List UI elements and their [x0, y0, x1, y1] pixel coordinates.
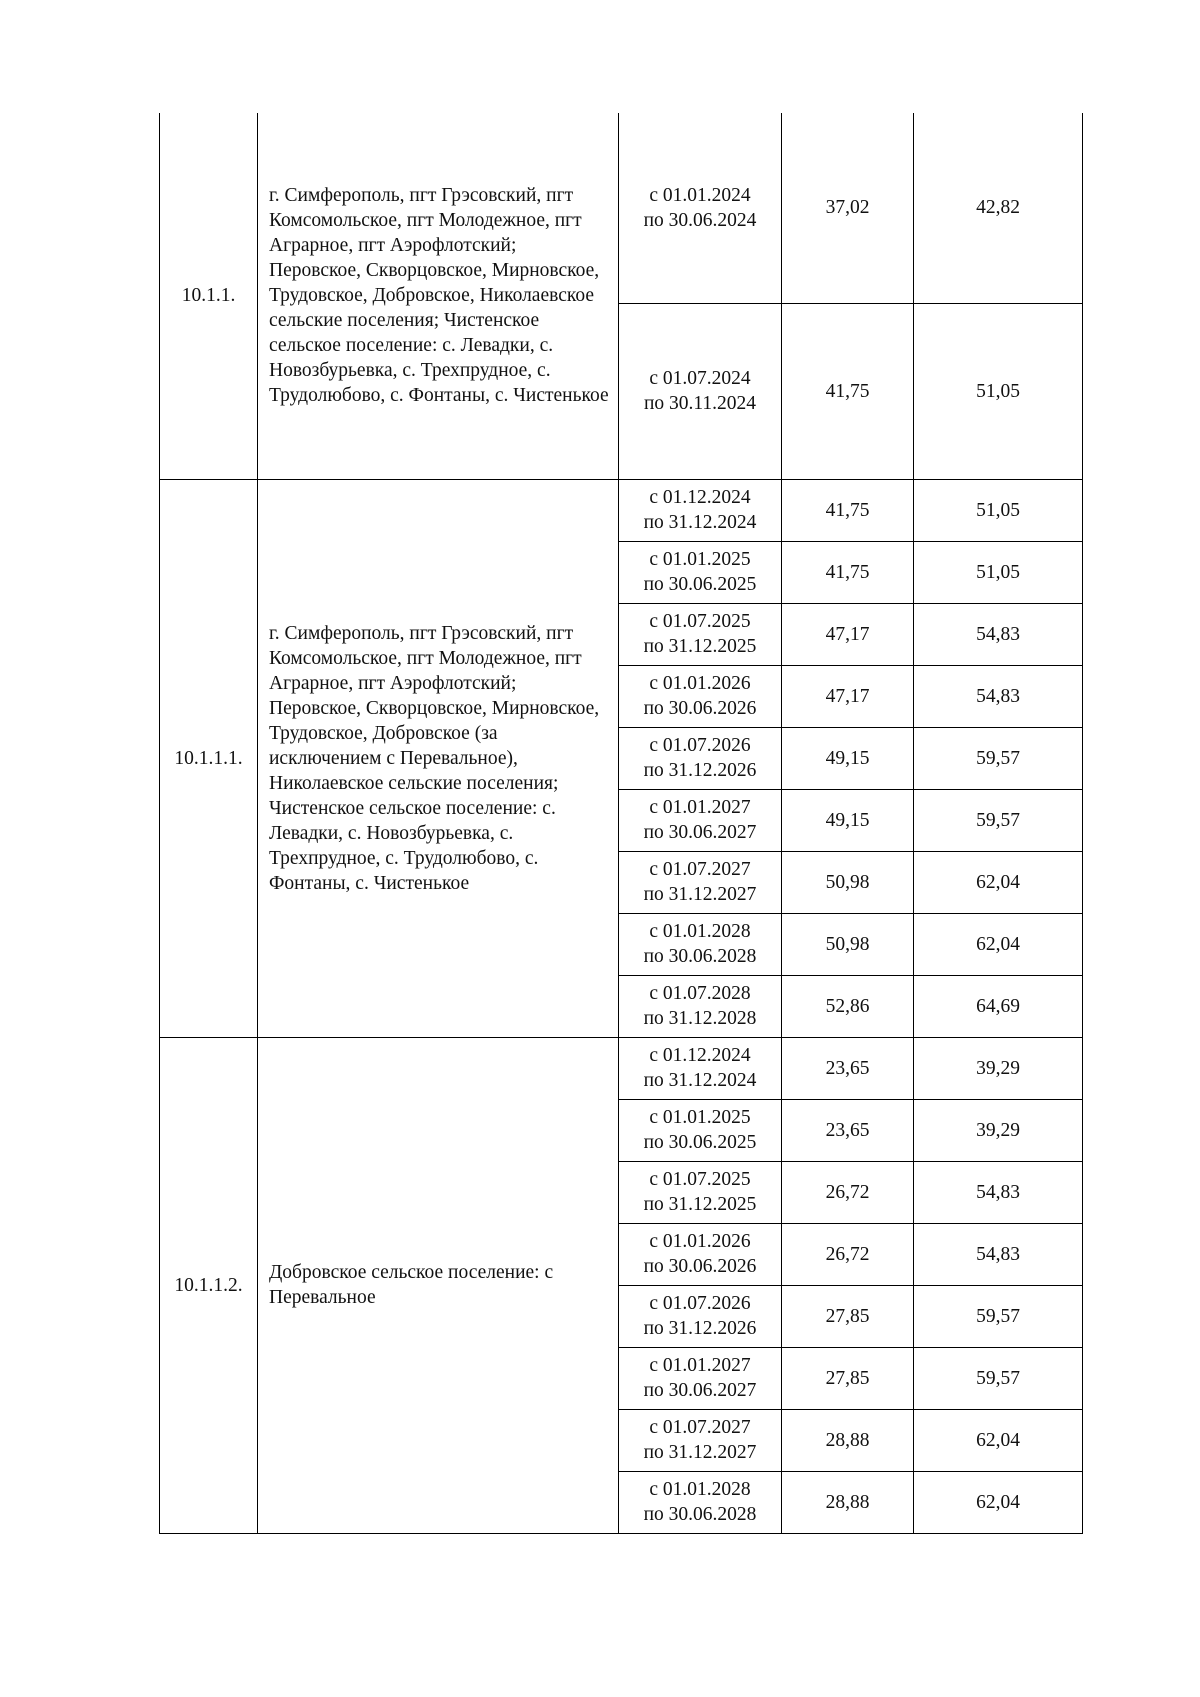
- period-to: по 30.06.2026: [643, 698, 757, 719]
- period-from: с 01.07.2027: [649, 1417, 751, 1438]
- tariff-value-1: 47,17: [782, 665, 914, 727]
- tariff-value-2: 62,04: [914, 851, 1083, 913]
- tariff-value-2: 39,29: [914, 1099, 1083, 1161]
- period-cell: [619, 1347, 782, 1409]
- period-cell: [619, 975, 782, 1037]
- group-code: 10.1.1.: [160, 113, 258, 479]
- tariff-table: [159, 113, 1083, 1534]
- table-row: [160, 479, 1083, 541]
- group-address: г. Симферополь, пгт Грэсовский, пгт Комсомольское, пгт Молодежное, пгт Аграрное, пгт Аэрофлотский; Перовское, Скворцовское, Мирновское, Трудовское, Добровское, Николаевское сельские поселения; Чистенское сельское поселение: с. Левадки, с. Новозбурьевка, с. Трехпрудное, с. Трудолюбово, с. Фонтаны, с. Чистенькое: [258, 113, 619, 479]
- tariff-value-1: 49,15: [782, 789, 914, 851]
- tariff-value-1: 41,75: [782, 541, 914, 603]
- period-to: по 30.11.2024: [643, 393, 757, 414]
- tariff-value-2: 51,05: [914, 541, 1083, 603]
- table-row: [160, 1037, 1083, 1099]
- period-to: по 31.12.2027: [643, 1442, 757, 1463]
- period-from: с 01.12.2024: [649, 1045, 751, 1066]
- period-cell: [619, 727, 782, 789]
- tariff-value-2: 59,57: [914, 789, 1083, 851]
- period-to: по 30.06.2026: [643, 1256, 757, 1277]
- tariff-value-1: 28,88: [782, 1471, 914, 1533]
- period-from: с 01.01.2025: [649, 1107, 751, 1128]
- tariff-value-1: 23,65: [782, 1037, 914, 1099]
- period-cell: [619, 303, 782, 479]
- tariff-value-1: 47,17: [782, 603, 914, 665]
- period-from: с 01.01.2027: [649, 1355, 751, 1376]
- period-cell: [619, 851, 782, 913]
- period-cell: [619, 665, 782, 727]
- tariff-value-2: 39,29: [914, 1037, 1083, 1099]
- tariff-value-2: 51,05: [914, 479, 1083, 541]
- tariff-value-1: 26,72: [782, 1223, 914, 1285]
- period-to: по 31.12.2028: [643, 1008, 757, 1029]
- period-to: по 30.06.2028: [643, 946, 757, 967]
- tariff-value-2: 64,69: [914, 975, 1083, 1037]
- period-from: с 01.01.2025: [649, 549, 751, 570]
- period-from: с 01.01.2026: [649, 1231, 751, 1252]
- tariff-value-1: 26,72: [782, 1161, 914, 1223]
- period-to: по 30.06.2028: [643, 1504, 757, 1525]
- period-cell: [619, 913, 782, 975]
- tariff-value-2: 62,04: [914, 1471, 1083, 1533]
- group-code: 10.1.1.1.: [160, 479, 258, 1037]
- period-to: по 30.06.2024: [643, 209, 757, 231]
- period-cell: [619, 1285, 782, 1347]
- period-cell: [619, 1037, 782, 1099]
- group-address: Добровское сельское поселение: с Перевальное: [258, 1037, 619, 1533]
- tariff-value-2: 51,05: [914, 303, 1083, 479]
- period-to: по 31.12.2025: [643, 636, 757, 657]
- period-to: по 31.12.2024: [643, 512, 757, 533]
- tariff-value-2: 62,04: [914, 913, 1083, 975]
- period-from: с 01.01.2028: [649, 921, 751, 942]
- tariff-value-1: 50,98: [782, 913, 914, 975]
- period-cell: [619, 1409, 782, 1471]
- period-from: с 01.01.2028: [649, 1479, 751, 1500]
- tariff-value-2: 59,57: [914, 1347, 1083, 1409]
- tariff-value-2: 54,83: [914, 603, 1083, 665]
- period-from: с 01.07.2026: [649, 735, 751, 756]
- period-cell: [619, 113, 782, 303]
- tariff-value-1: 27,85: [782, 1285, 914, 1347]
- period-to: по 31.12.2026: [643, 760, 757, 781]
- period-from: с 01.07.2025: [649, 1169, 751, 1190]
- table-row: [160, 113, 1083, 303]
- tariff-value-2: 42,82: [914, 113, 1083, 303]
- period-from: с 01.01.2027: [649, 797, 751, 818]
- tariff-value-1: 50,98: [782, 851, 914, 913]
- period-cell: [619, 1161, 782, 1223]
- period-from: с 01.12.2024: [649, 487, 751, 508]
- period-from: с 01.07.2024: [649, 368, 751, 389]
- tariff-table-body: [160, 113, 1083, 1533]
- period-from: с 01.01.2026: [649, 673, 751, 694]
- period-cell: [619, 541, 782, 603]
- period-cell: [619, 1471, 782, 1533]
- period-cell: [619, 1223, 782, 1285]
- group-address: г. Симферополь, пгт Грэсовский, пгт Комсомольское, пгт Молодежное, пгт Аграрное, пгт Аэрофлотский; Перовское, Скворцовское, Мирновское, Трудовское, Добровское (за исключением с Перевальное), Николаевское сельские поселения; Чистенское сельское поселение: с. Левадки, с. Новозбурьевка, с. Трехпрудное, с. Трудолюбово, с. Фонтаны, с. Чистенькое: [258, 479, 619, 1037]
- tariff-value-2: 62,04: [914, 1409, 1083, 1471]
- period-from: с 01.07.2026: [649, 1293, 751, 1314]
- tariff-value-1: 23,65: [782, 1099, 914, 1161]
- period-to: по 30.06.2025: [643, 1132, 757, 1153]
- period-from: с 01.07.2025: [649, 611, 751, 632]
- tariff-value-1: 52,86: [782, 975, 914, 1037]
- period-cell: [619, 603, 782, 665]
- period-cell: [619, 479, 782, 541]
- tariff-value-1: 27,85: [782, 1347, 914, 1409]
- tariff-value-1: 28,88: [782, 1409, 914, 1471]
- tariff-value-2: 54,83: [914, 1223, 1083, 1285]
- period-to: по 31.12.2026: [643, 1318, 757, 1339]
- period-to: по 31.12.2024: [643, 1070, 757, 1091]
- period-from: с 01.07.2028: [649, 983, 751, 1004]
- tariff-value-1: 41,75: [782, 479, 914, 541]
- tariff-value-1: 37,02: [782, 113, 914, 303]
- period-from: с 01.01.2024: [649, 184, 751, 206]
- group-code: 10.1.1.2.: [160, 1037, 258, 1533]
- tariff-value-1: 41,75: [782, 303, 914, 479]
- period-to: по 31.12.2025: [643, 1194, 757, 1215]
- tariff-value-2: 54,83: [914, 665, 1083, 727]
- period-to: по 30.06.2025: [643, 574, 757, 595]
- period-to: по 30.06.2027: [643, 822, 757, 843]
- period-to: по 31.12.2027: [643, 884, 757, 905]
- tariff-value-2: 59,57: [914, 727, 1083, 789]
- period-from: с 01.07.2027: [649, 859, 751, 880]
- period-cell: [619, 789, 782, 851]
- period-cell: [619, 1099, 782, 1161]
- tariff-value-2: 54,83: [914, 1161, 1083, 1223]
- period-to: по 30.06.2027: [643, 1380, 757, 1401]
- tariff-value-2: 59,57: [914, 1285, 1083, 1347]
- tariff-value-1: 49,15: [782, 727, 914, 789]
